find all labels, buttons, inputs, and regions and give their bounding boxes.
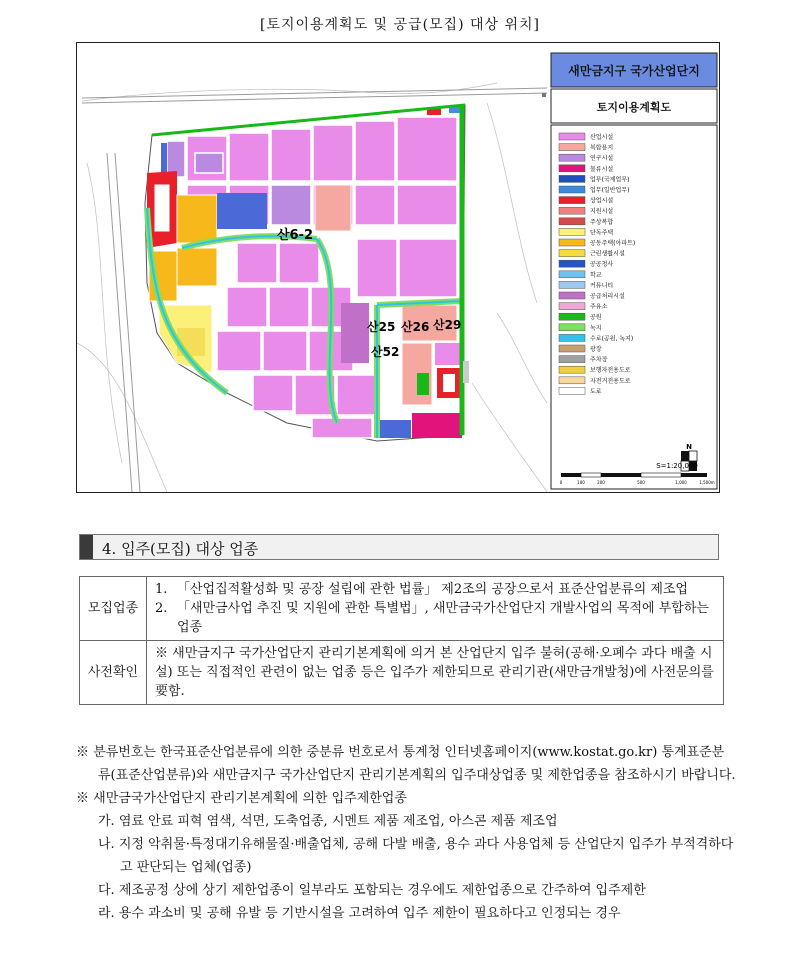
legend-swatch — [559, 387, 585, 394]
figure-caption: [토지이용계획도 및 공급(모집) 대상 위치] — [259, 17, 541, 33]
legend-label: 광장 — [590, 346, 602, 353]
parcel-label-5: 산52 — [371, 345, 400, 359]
item-text: 「산업집적활성화 및 공장 설립에 관한 법률」 제2조의 공장으로서 표준산업분류의 제조업 — [177, 582, 688, 597]
legend-label: 연구시설 — [590, 155, 614, 163]
restricted-item: 가. 염료 안료 피혁 염색, 석면, 도축업종, 시멘트 제품 제조업, 아스콘 제품 제조업 — [98, 814, 558, 829]
legend-label: 상업시설 — [590, 197, 614, 205]
scale-bar — [561, 473, 707, 477]
restricted-item: 라. 용수 과소비 및 공해 유발 등 기반시설을 고려하여 입주 제한이 필요하다고 인정되는 경우 — [98, 906, 621, 921]
row-head-recruit: 모집업종 — [80, 577, 147, 641]
legend-label: 수로(공원, 녹지) — [590, 335, 634, 343]
legend-label: 복합용지 — [590, 144, 614, 152]
legend-swatch — [559, 260, 585, 267]
scale-tick-label: 1,000 — [675, 480, 687, 485]
legend-label: 도로 — [590, 388, 602, 396]
legend-swatch — [559, 197, 585, 204]
legend-label: 주유소 — [590, 303, 608, 311]
legend-label: 근린생활시설 — [590, 250, 625, 258]
legend-swatch — [559, 366, 585, 373]
legend-swatch — [559, 165, 585, 172]
section-marker — [80, 535, 93, 559]
legend-swatch — [559, 154, 585, 161]
legend-label: 커뮤니티 — [590, 282, 614, 290]
parcel-label-1: 산6-2 — [277, 228, 314, 243]
section-header — [79, 534, 719, 560]
legend-swatch — [559, 324, 585, 331]
parcel-label-2: 산25 — [367, 320, 396, 334]
legend-label: 업무(국제업무) — [590, 176, 630, 184]
scale-tick-label: 500 — [637, 480, 645, 485]
legend-swatch — [559, 334, 585, 341]
legend-label: 공공청사 — [590, 261, 614, 269]
scale-tick-label: 0 — [559, 480, 563, 485]
legend-swatch — [559, 239, 585, 246]
legend-label: 주차장 — [590, 356, 608, 364]
restricted-item: 다. 제조공정 상에 상기 제한업종이 일부라도 포함되는 경우에도 제한업종으로 간주하여 입주제한 — [98, 883, 646, 898]
section-title: 4. 입주(모집) 대상 업종 — [102, 540, 259, 558]
legend-swatch — [559, 271, 585, 278]
legend-label: 단독주택 — [590, 229, 614, 237]
legend-swatch — [559, 345, 585, 352]
land-use-map-svg — [77, 43, 719, 492]
legend-swatch — [559, 250, 585, 257]
legend-swatch — [559, 218, 585, 225]
parcel-label-4: 산29 — [433, 318, 462, 332]
legend-label: 주상복합 — [590, 218, 614, 226]
recruit-items-cell — [147, 577, 724, 641]
legend-swatch — [559, 281, 585, 288]
map-subtitle: 토지이용계획도 — [596, 101, 672, 114]
legend-swatch — [559, 313, 585, 320]
note-classification: ※ 분류번호는 한국표준산업분류에 의한 중분류 번호로서 통계청 인터넷홈페이지(www.kostat.go.kr) 통계표준분류(표준산업분류)와 새만금지구 국가산업단지 관리기본계획의 입주대상업종 및 제한업종을 참조하시기 바랍니다. — [76, 745, 736, 783]
note-restricted-title: ※ 새만금국가산업단지 관리기본계획에 의한 입주제한업종 — [76, 791, 407, 806]
item-text: 「새만금사업 추진 및 지원에 관한 특별법」, 새만금국가산업단지 개발사업의 목적에 부합하는 업종 — [177, 601, 709, 635]
legend-swatch — [559, 303, 585, 310]
legend-label: 산업시설 — [590, 134, 614, 141]
legend-swatch — [559, 292, 585, 299]
legend-label: 공동주택(아파트) — [590, 240, 636, 247]
restricted-item: 나. 지정 악취물·특정대기유해물질·배출업체, 공해 다발 배출, 용수 과다 사용업체 등 산업단지 입주가 부적격하다고 판단되는 업체(업종) — [98, 837, 734, 875]
north-label: N — [686, 443, 692, 451]
legend-label: 보행자전용도로 — [590, 367, 631, 375]
legend-label: 공급처리시설 — [590, 293, 625, 300]
legend-swatch — [559, 228, 585, 235]
scale-tick-label: 1,500m — [699, 480, 715, 485]
scale-label: S=1:20,000 — [656, 462, 698, 470]
scale-tick-label: 200 — [597, 480, 605, 485]
legend-swatch — [559, 186, 585, 193]
scale-tick-label: 100 — [577, 480, 585, 485]
item-number: 1. — [155, 582, 168, 597]
map-title: 새만금지구 국가산업단지 — [568, 64, 700, 78]
legend-swatch — [559, 133, 585, 140]
legend-swatch — [559, 207, 585, 214]
row-head-precheck: 사전확인 — [80, 641, 147, 705]
legend-swatch — [559, 377, 585, 384]
precheck-cell: ※ 새만금지구 국가산업단지 관리기본계획에 의거 본 산업단지 입주 불허(공해·오폐수 과다 배출 시설) 또는 직접적인 관련이 없는 업종 등은 입주가 제한되므로 관리기관(새만금개발청)에 사전문의를 要함. — [147, 641, 724, 705]
list-item — [155, 580, 715, 599]
legend-swatch — [559, 175, 585, 182]
legend-label: 학교 — [590, 271, 602, 279]
parcel-label-3: 산26 — [401, 320, 430, 334]
notes — [76, 741, 736, 925]
list-item — [155, 599, 715, 637]
table-row — [80, 577, 724, 641]
item-number: 2. — [155, 601, 168, 616]
legend-swatch — [559, 356, 585, 363]
legend-swatch — [559, 144, 585, 151]
legend-label: 지원시설 — [590, 208, 614, 216]
legend-label: 업무(일반업무) — [590, 187, 630, 194]
legend-label: 물류시설 — [590, 165, 614, 173]
legend-label: 녹지 — [590, 324, 602, 332]
legend-label: 공원 — [590, 314, 602, 322]
table-row — [80, 641, 724, 705]
eligibility-table — [79, 576, 724, 705]
land-use-map — [76, 42, 720, 493]
legend-label: 자전거전용도로 — [590, 377, 631, 385]
